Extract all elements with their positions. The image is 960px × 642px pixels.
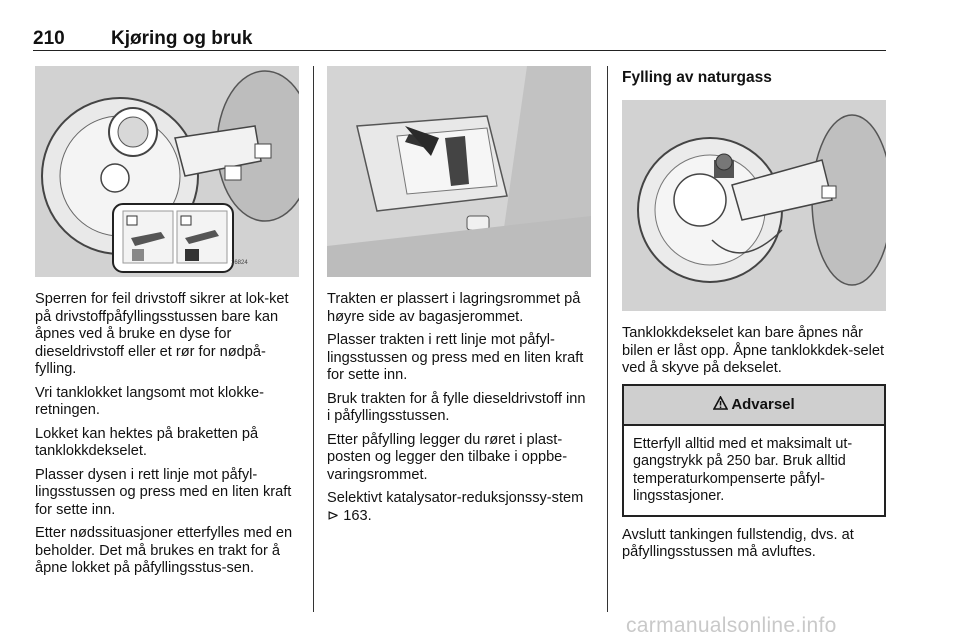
figure-code: 16824 (231, 260, 248, 266)
luggage-compartment-illustration (327, 66, 591, 277)
chapter-title: Kjøring og bruk (111, 28, 253, 49)
paragraph: Bruk trakten for å fylle dieseldrivstoff inn i påfyllingsstussen. (327, 390, 586, 424)
paragraph: Tanklokkdekselet kan bare åpnes når bilen er låst opp. Åpne tanklokkdek-selet ved å skyve på dekselet. (622, 325, 885, 376)
section-title: Fylling av naturgass (622, 69, 772, 86)
paragraph: Sperren for feil drivstoff sikrer at lok-ket på drivstoffpåfyllingsstussen bare kan åpnes ved å bruke en dyse for dieseldrivstoff eller et rør for nødpå-fylling. (35, 291, 289, 377)
column-right (622, 66, 886, 568)
warning-title: Advarsel (731, 396, 795, 413)
warning-box (622, 384, 886, 517)
warning-text: Etterfyll alltid med et maksimalt ut-gangstrykk på 250 bar. Bruk alltid temperaturkompenserte påfyl-lingsstasjoner. (633, 435, 853, 504)
page-header (33, 28, 886, 51)
column-divider (607, 66, 608, 612)
paragraph: Plasser trakten i rett linje mot påfyl-lingsstussen og press med en liten kraft for sette inn. (327, 332, 584, 383)
page-number: 210 (33, 28, 65, 49)
paragraph: Etter nødssituasjoner etterfylles med en beholder. Det må brukes en trakt for å åpne lokket på påfyllingsstus-sen. (35, 525, 293, 576)
fuel-filler-illustration (35, 66, 299, 277)
paragraph: Vri tanklokket langsomt mot klokke-retningen. (35, 384, 264, 418)
natural-gas-filler-illustration (622, 100, 886, 311)
column-left (35, 66, 299, 584)
column-divider (313, 66, 314, 612)
watermark: carmanualsonline.info (626, 614, 837, 637)
warning-header (624, 386, 884, 426)
paragraph: Selektivt katalysator-reduksjonssy-stem ⊳ 163. (327, 490, 584, 524)
column-middle (327, 66, 591, 531)
paragraph: Lokket kan hektes på braketten på tanklokkdekselet. (35, 425, 259, 459)
paragraph: Trakten er plassert i lagringsrommet på høyre side av bagasjerommet. (327, 291, 581, 325)
warning-triangle-icon (713, 396, 728, 414)
paragraph: Avslutt tankingen fullstendig, dvs. at påfyllingsstussen må avluftes. (622, 526, 854, 560)
paragraph: Etter påfylling legger du røret i plast-posten og legger den tilbake i oppbe-varingsrommet. (327, 431, 568, 483)
paragraph: Plasser dysen i rett linje mot påfyl-lingsstussen og press med en liten kraft for sette inn. (35, 466, 292, 518)
